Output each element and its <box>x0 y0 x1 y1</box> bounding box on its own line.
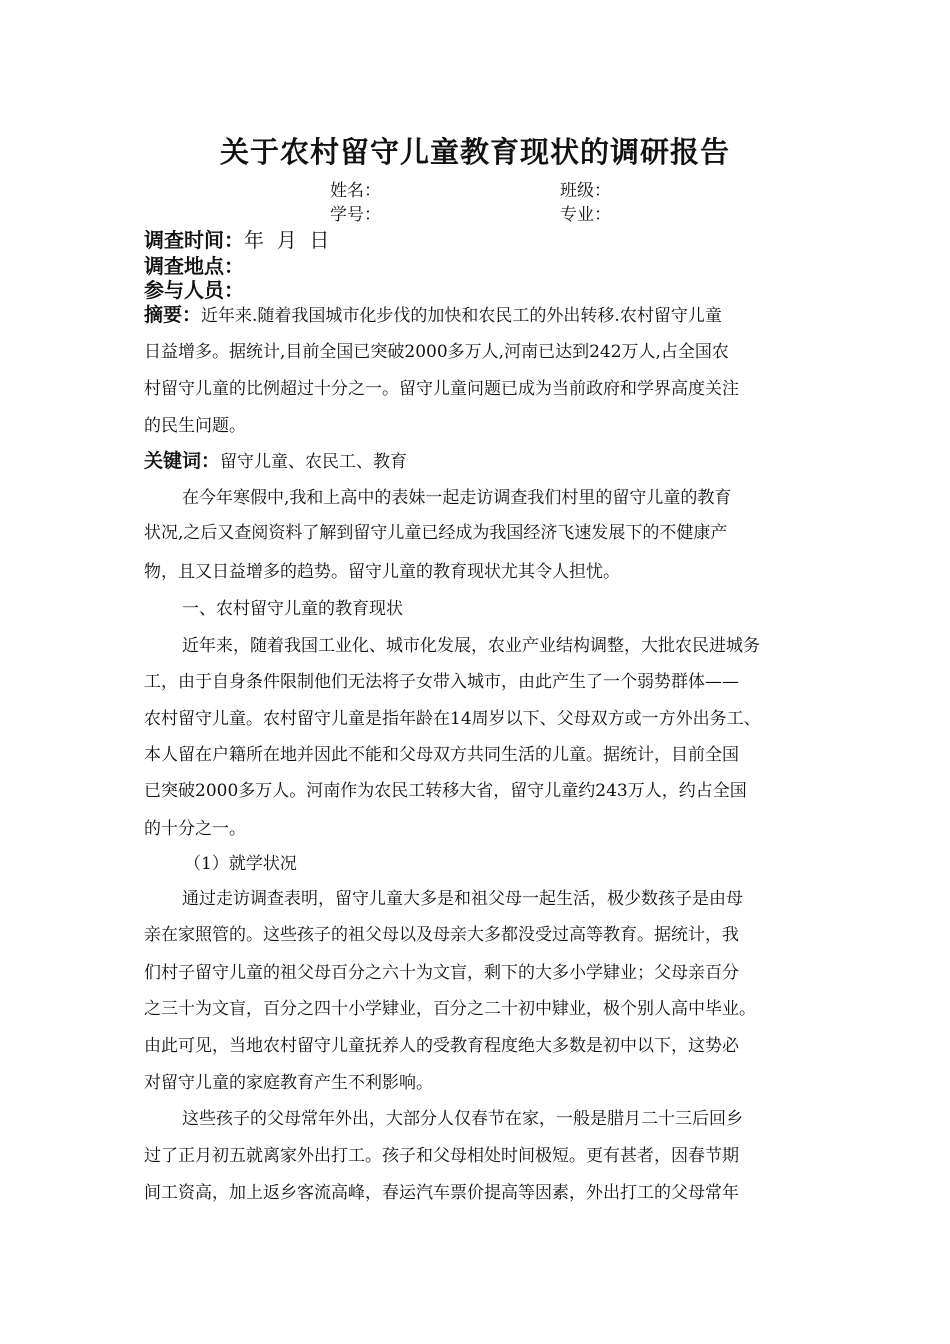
abstract-line: 的民生问题。 <box>144 416 246 436</box>
abstract-line <box>144 300 722 327</box>
paragraph-line: 工，由于自身条件限制他们无法将子女带入城市，由此产生了一个弱势群体—— <box>144 672 739 692</box>
paragraph-line: 之三十为文盲，百分之四十小学肄业，百分之二十初中肄业，极个别人高中毕业。 <box>144 999 756 1019</box>
abstract-line: 村留守儿童的比例超过十分之一。留守儿童问题已成为当前政府和学界高度关注 <box>144 379 739 399</box>
class-field-label: 班级： <box>560 181 611 201</box>
survey-time-label: 调查时间： <box>144 228 244 252</box>
survey-time-value: 年 月 日 <box>244 228 330 252</box>
participants-row <box>144 274 244 303</box>
keywords-label: 关键词： <box>144 450 221 472</box>
report-title: 关于农村留守儿童教育现状的调研报告 <box>219 135 730 169</box>
keywords-value: 留守儿童、农民工、教育 <box>220 452 408 472</box>
abstract-label: 摘要： <box>144 304 202 326</box>
paragraph-line: 状况,之后又查阅资料了解到留守儿童已经成为我国经济飞速发展下的不健康产 <box>144 523 728 543</box>
participants-label: 参与人员： <box>144 278 244 302</box>
paragraph-line: 已突破2000多万人。河南作为农民工转移大省，留守儿童约243万人，约占全国 <box>144 781 747 801</box>
abstract-text: 近年来.随着我国城市化步伐的加快和农民工的外出转移.农村留守儿童 <box>201 306 722 326</box>
major-field-label: 专业： <box>560 205 611 225</box>
paragraph-line: 亲在家照管的。这些孩子的祖父母以及母亲大多都没受过高等教育。据统计，我 <box>144 925 739 945</box>
paragraph-line: 本人留在户籍所在地并因此不能和父母双方共同生活的儿童。据统计，目前全国 <box>144 745 739 765</box>
name-field-label: 姓名： <box>330 181 381 201</box>
paragraph-line: 这些孩子的父母常年外出，大部分人仅春节在家，一般是腊月二十三后回乡 <box>182 1109 743 1129</box>
paragraph-line: 过了正月初五就离家外出打工。孩子和父母相处时间极短。更有甚者，因春节期 <box>144 1146 739 1166</box>
paragraph-line: 们村子留守儿童的祖父母百分之六十为文盲，剩下的大多小学肄业；父母亲百分 <box>144 963 739 983</box>
paragraph-line: 的十分之一。 <box>144 819 246 839</box>
abstract-line: 日益增多。据统计,目前全国已突破2000多万人,河南已达到242万人,占全国农 <box>144 342 729 362</box>
paragraph-line: 物，且又日益增多的趋势。留守儿童的教育现状尤其令人担忧。 <box>144 562 620 582</box>
paragraph-line: 由此可见，当地农村留守儿童抚养人的受教育程度绝大多数是初中以下，这势必 <box>144 1036 739 1056</box>
paragraph-line: 对留守儿童的家庭教育产生不利影响。 <box>144 1073 433 1093</box>
subsection-heading: （1）就学状况 <box>184 854 297 874</box>
paragraph-line: 在今年寒假中,我和上高中的表妹一起走访调查我们村里的留守儿童的教育 <box>182 488 732 508</box>
survey-place-label: 调查地点： <box>144 254 244 278</box>
keywords-line <box>144 446 407 473</box>
paragraph-line: 近年来，随着我国工业化、城市化发展，农业产业结构调整，大批农民进城务 <box>182 636 760 656</box>
section-heading: 一、农村留守儿童的教育现状 <box>182 599 403 619</box>
student-id-field-label: 学号： <box>330 205 381 225</box>
survey-time-row <box>144 224 329 253</box>
paragraph-line: 农村留守儿童。农村留守儿童是指年龄在14周岁以下、父母双方或一方外出务工、 <box>144 709 761 729</box>
paragraph-line: 通过走访调查表明，留守儿童大多是和祖父母一起生活，极少数孩子是由母 <box>182 889 743 909</box>
paragraph-line: 间工资高，加上返乡客流高峰，春运汽车票价提高等因素，外出打工的父母常年 <box>144 1183 739 1203</box>
